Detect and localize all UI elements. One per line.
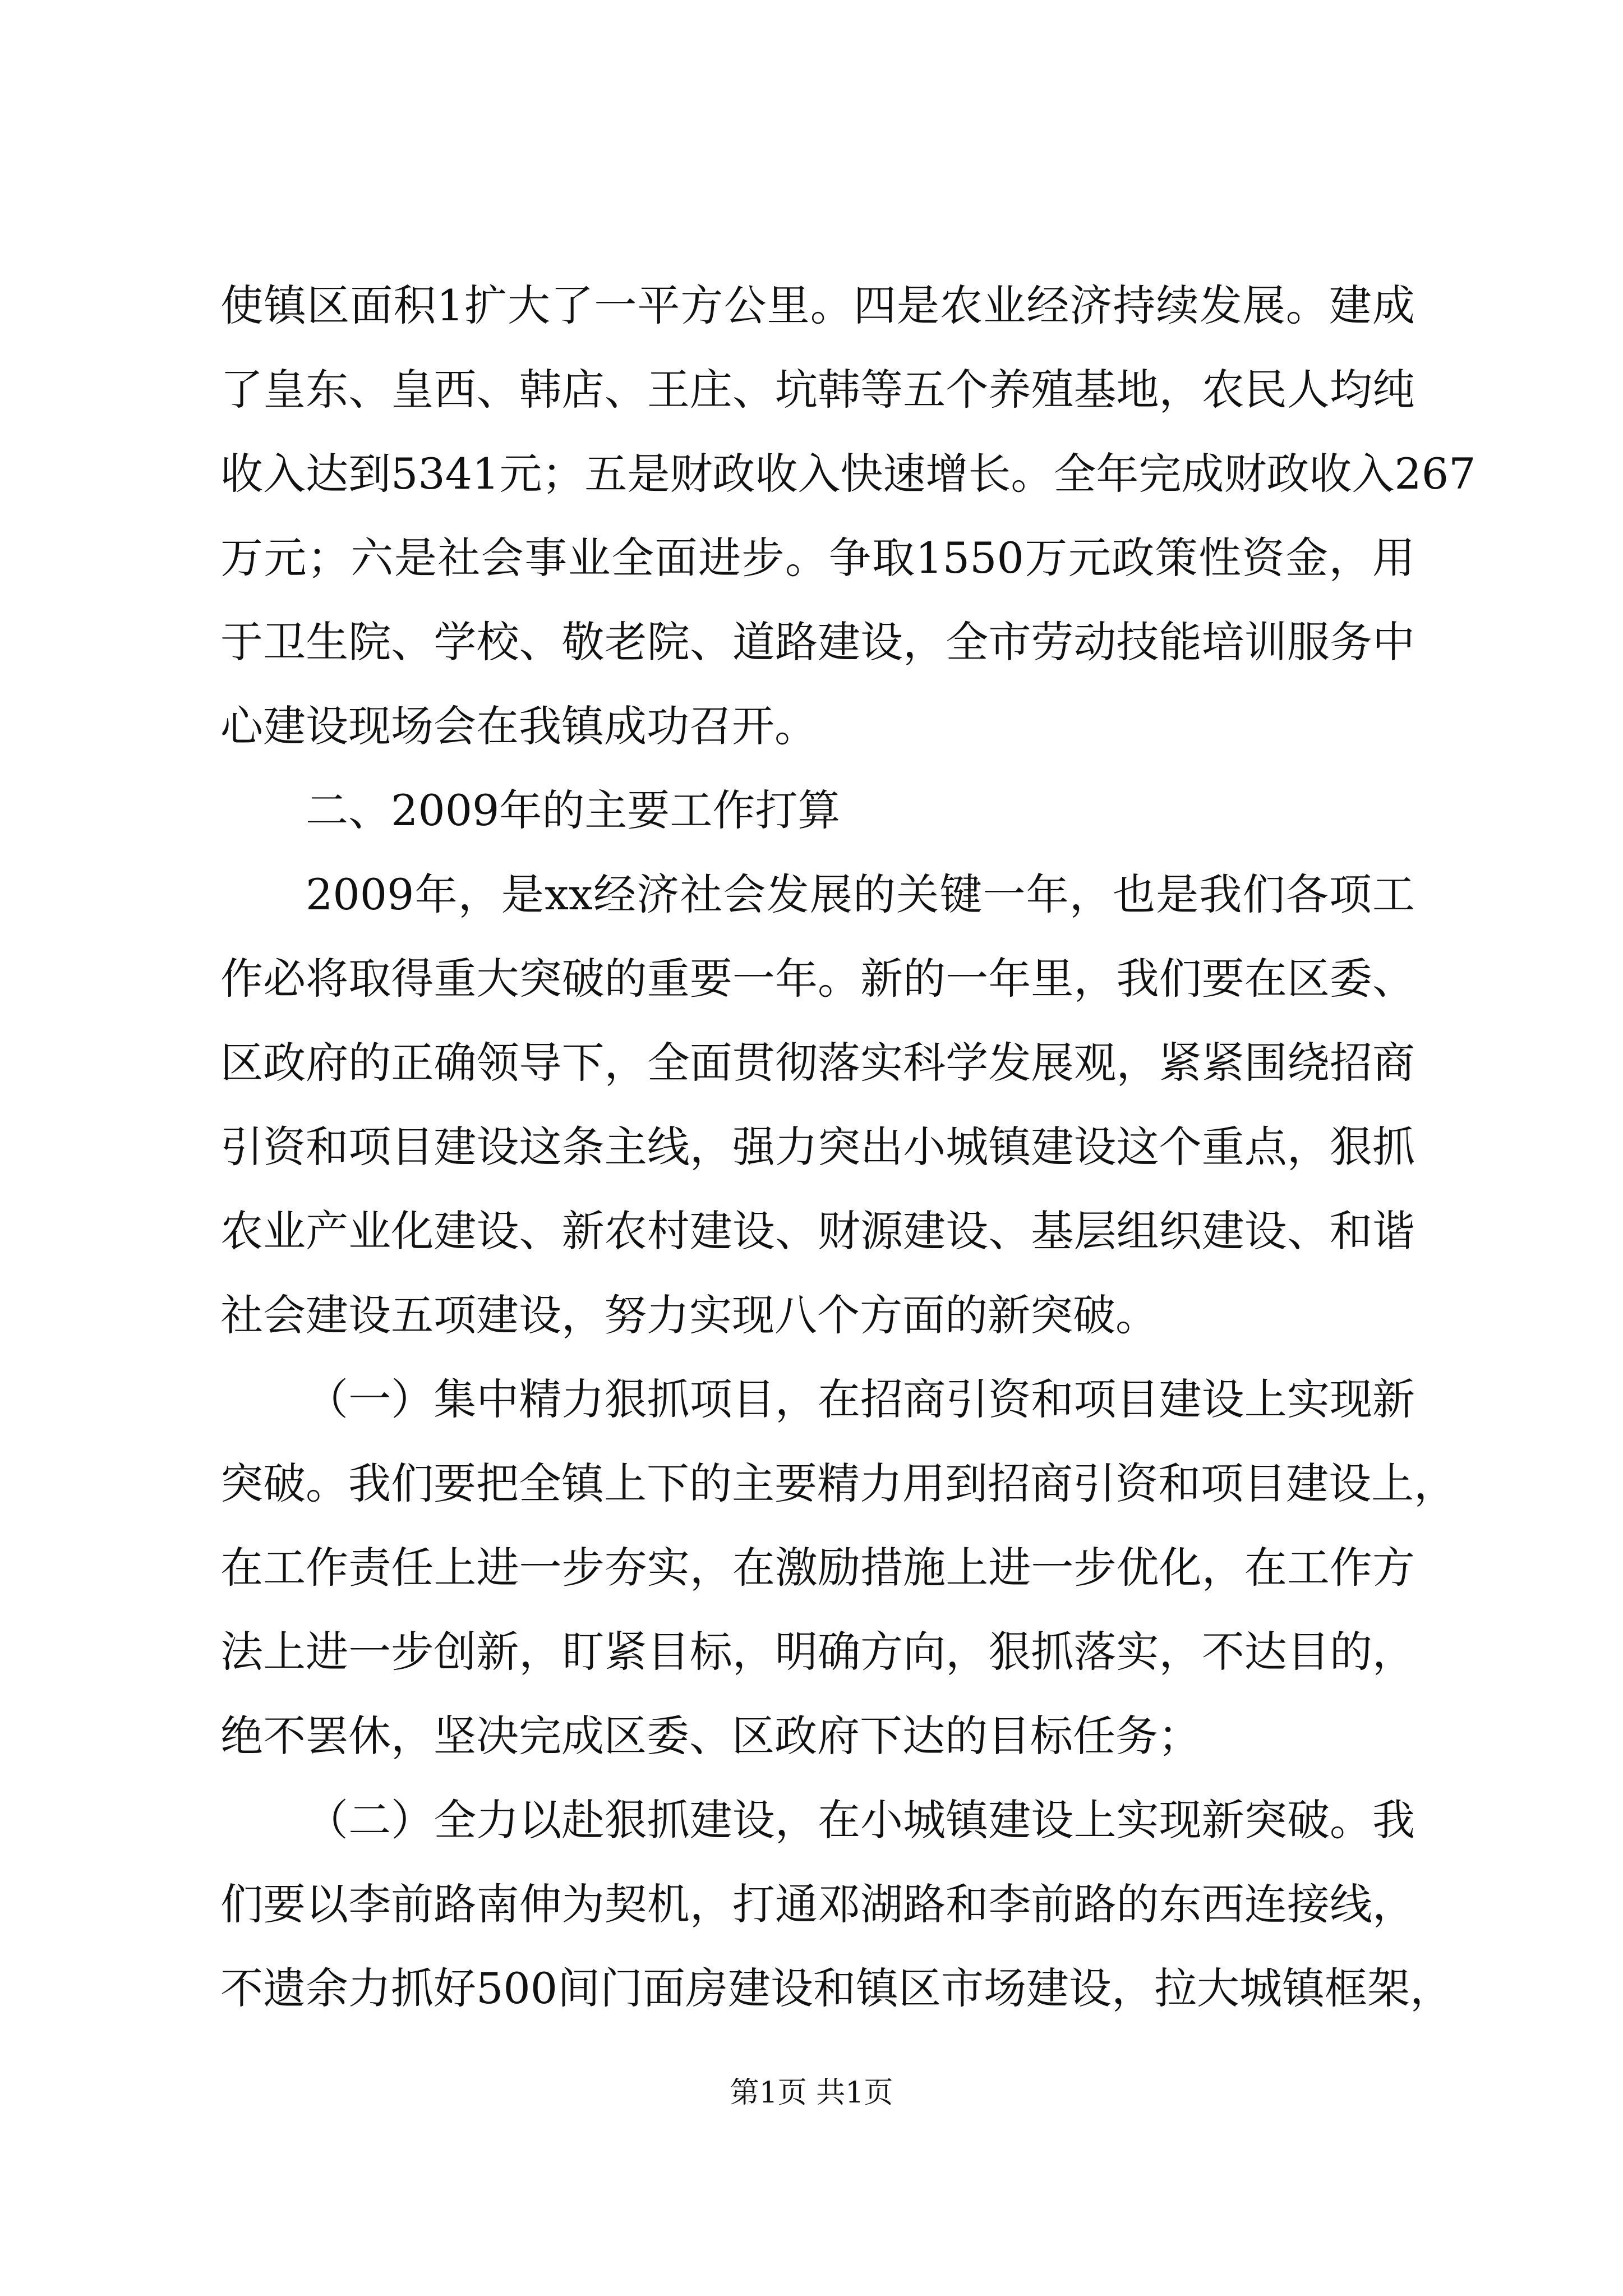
text-line: 于卫生院、学校、敬老院、道路建设，全市劳动技能培训服务中 <box>220 617 1415 667</box>
text-line: 心建设现场会在我镇成功召开。 <box>220 701 817 751</box>
text-line: 法上进一步创新，盯紧目标，明确方向，狠抓落实，不达目的， <box>220 1627 1415 1677</box>
text-line: 农业产业化建设、新农村建设、财源建设、基层组织建设、和谐 <box>220 1206 1415 1256</box>
page-footer: 第1页 共1页 <box>730 2076 893 2110</box>
text-line: （二）全力以赴狠抓建设，在小城镇建设上实现新突破。我 <box>306 1795 1415 1845</box>
text-line: 2009年，是xx经济社会发展的关键一年，也是我们各项工 <box>306 869 1415 919</box>
section-heading: 二、2009年的主要工作打算 <box>306 785 841 835</box>
text-line: 突破。我们要把全镇上下的主要精力用到招商引资和项目建设上， <box>220 1458 1456 1508</box>
text-line: 们要以李前路南伸为契机，打通邓湖路和李前路的东西连接线， <box>220 1879 1415 1929</box>
text-line: 绝不罢休，坚决完成区委、区政府下达的目标任务； <box>220 1711 1201 1761</box>
text-line: 使镇区面积1扩大了一平方公里。四是农业经济持续发展。建成 <box>220 280 1415 330</box>
text-line: 在工作责任上进一步夯实，在激励措施上进一步优化，在工作方 <box>220 1543 1415 1593</box>
text-line: 引资和项目建设这条主线，强力突出小城镇建设这个重点，狠抓 <box>220 1122 1415 1172</box>
text-line: 不遗余力抓好500间门面房建设和镇区市场建设，拉大城镇框架， <box>220 1963 1453 2013</box>
text-line: 万元；六是社会事业全面进步。争取1550万元政策性资金，用 <box>220 533 1415 583</box>
text-line: （一）集中精力狠抓项目，在招商引资和项目建设上实现新 <box>306 1374 1415 1424</box>
text-line: 作必将取得重大突破的重要一年。新的一年里，我们要在区委、 <box>220 954 1415 1004</box>
text-line: 了皇东、皇西、韩店、王庄、坑韩等五个养殖基地，农民人均纯 <box>220 365 1415 415</box>
text-line: 区政府的正确领导下，全面贯彻落实科学发展观，紧紧围绕招商 <box>220 1038 1415 1088</box>
text-line: 社会建设五项建设，努力实现八个方面的新突破。 <box>220 1290 1158 1340</box>
text-line: 收入达到5341元；五是财政收入快速增长。全年完成财政收入267 <box>220 449 1476 499</box>
